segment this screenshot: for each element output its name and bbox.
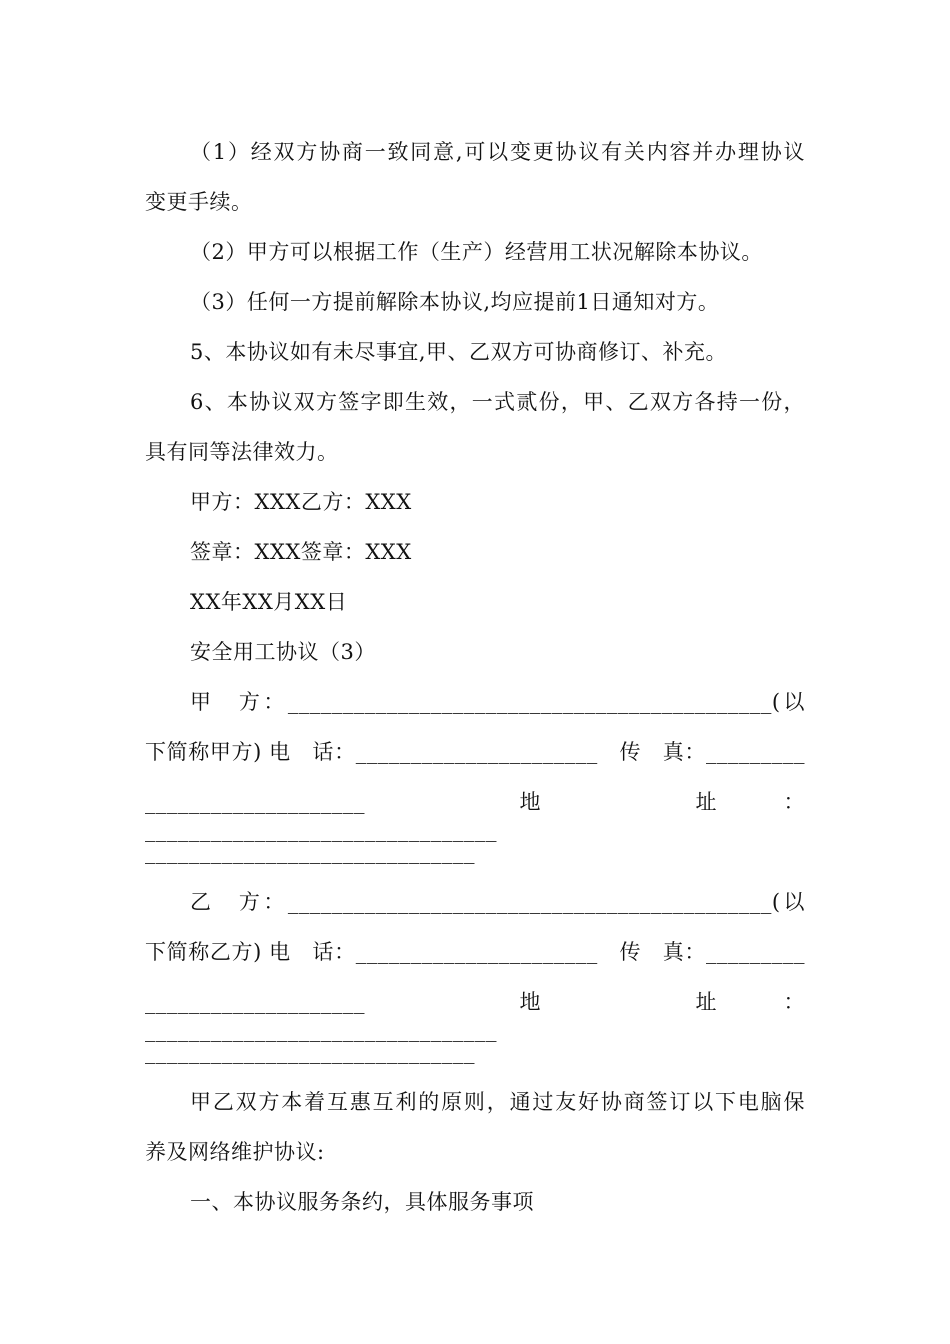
party-a-contact-line: 下简称甲方) 电 话：______________________ 传 真：_________: [145, 740, 805, 764]
party-a-address-line: ____________________ 地 址：________________________________: [145, 790, 805, 842]
date-line: XX年XX月XX日: [190, 590, 348, 614]
paragraph-line-3: （2）甲方可以根据工作（生产）经营用工状况解除本协议。: [190, 240, 763, 264]
signature-party-line: 甲方：XXX乙方：XXX: [190, 490, 412, 514]
party-b-name-line: 乙 方：____________________________________________(以: [190, 890, 805, 914]
signature-seal-line: 签章：XXX签章：XXX: [190, 540, 412, 564]
preamble-line-2: 养及网络维护协议:: [145, 1140, 325, 1164]
paragraph-line-2: 变更手续。: [145, 190, 253, 214]
party-b-address-continuation: ______________________________: [145, 1040, 475, 1064]
paragraph-line-7: 具有同等法律效力。: [145, 440, 339, 464]
section-heading: 一、本协议服务条约，具体服务事项: [190, 1190, 534, 1214]
paragraph-line-4: （3）任何一方提前解除本协议,均应提前1日通知对方。: [190, 290, 720, 314]
paragraph-line-1: （1）经双方协商一致同意,可以变更协议有关内容并办理协议: [190, 140, 805, 164]
party-a-name-line: 甲 方：____________________________________________(以: [190, 690, 805, 714]
party-b-address-line: ____________________ 地 址：________________________________: [145, 990, 805, 1042]
paragraph-line-5: 5、本协议如有未尽事宜,甲、乙双方可协商修订、补充。: [190, 340, 728, 364]
paragraph-line-6: 6、本协议双方签字即生效，一式贰份，甲、乙双方各持一份，: [190, 390, 805, 414]
party-a-address-continuation: ______________________________: [145, 840, 475, 864]
party-b-contact-line: 下简称乙方) 电 话：______________________ 传 真：_________: [145, 940, 805, 964]
agreement-title: 安全用工协议（3）: [190, 640, 376, 664]
preamble-line-1: 甲乙双方本着互惠互利的原则，通过友好协商签订以下电脑保: [190, 1090, 805, 1114]
